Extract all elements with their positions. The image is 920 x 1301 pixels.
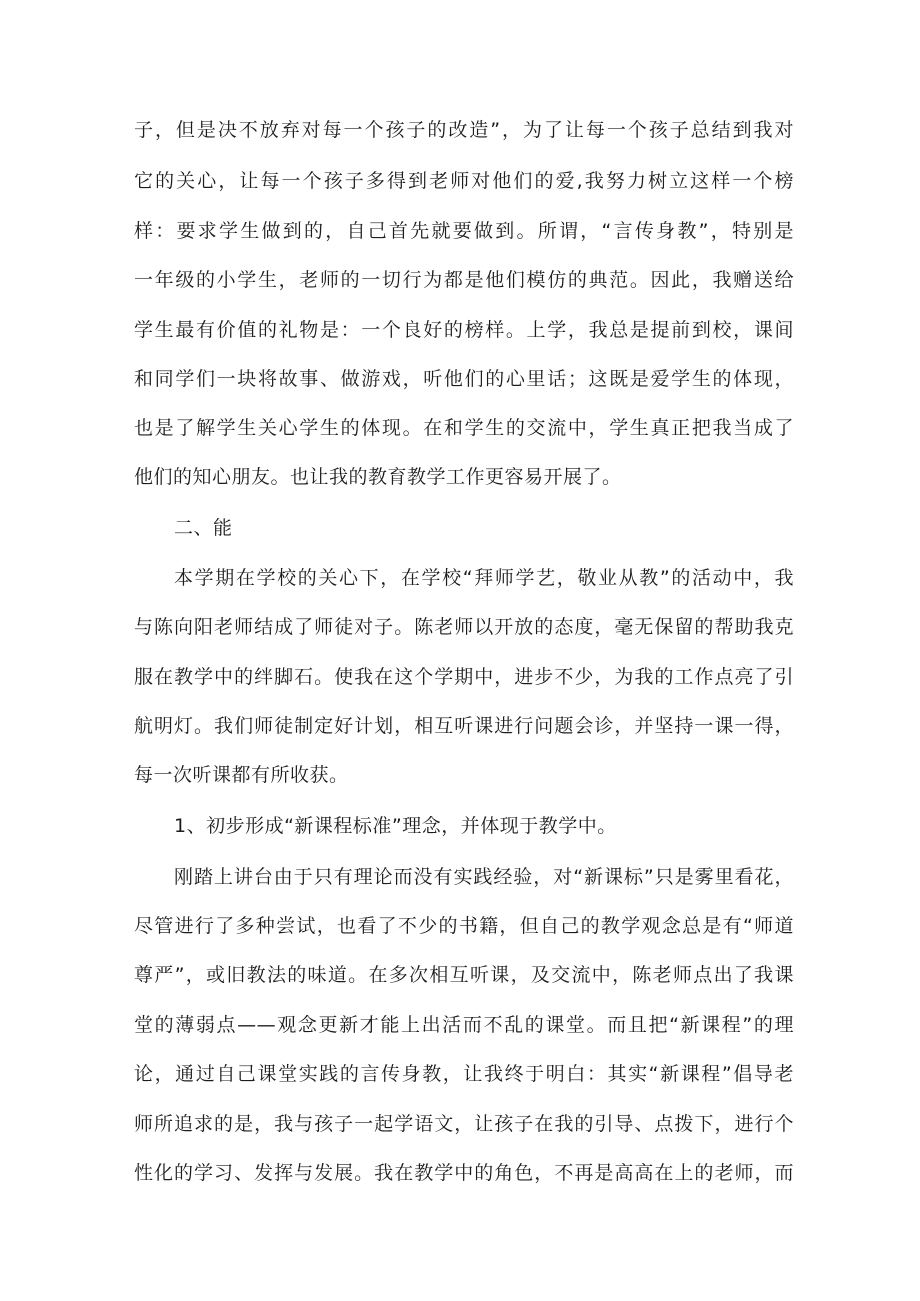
text-line: 与陈向阳老师结成了师徒对子。陈老师以开放的态度，毫无保留的帮助我克 [134, 616, 794, 638]
text-line: 刚踏上讲台由于只有理论而没有实践经验，对“新课标”只是雾里看花， [174, 866, 794, 888]
text-line: 样：要求学生做到的，自己首先就要做到。所谓，“言传身教”，特别是 [134, 220, 794, 242]
text-line: 也是了解学生关心学生的体现。在和学生的交流中，学生真正把我当成了 [134, 417, 794, 439]
text-line: 堂的薄弱点——观念更新才能上出活而不乱的课堂。而且把“新课程”的理 [134, 1014, 794, 1036]
text-line: 子，但是决不放弃对每一个孩子的改造”，为了让每一个孩子总结到我对 [134, 119, 794, 141]
text-line: 每一次听课都有所收获。 [134, 764, 349, 786]
text-line: 师所追求的是，我与孩子一起学语文，让孩子在我的引导、点拨下，进行个 [134, 1113, 794, 1135]
text-line: 尊严”，或旧教法的味道。在多次相互听课，及交流中，陈老师点出了我课 [134, 964, 794, 986]
text-line: 和同学们一块将故事、做游戏，听他们的心里话；这既是爱学生的体现， [134, 368, 794, 390]
text-line: 它的关心，让每一个孩子多得到老师对他们的爱,我努力树立这样一个榜 [134, 170, 794, 192]
text-line: 他们的知心朋友。也让我的教育教学工作更容易开展了。 [134, 466, 622, 488]
text-line: 一年级的小学生，老师的一切行为都是他们模仿的典范。因此，我赠送给 [134, 269, 794, 291]
text-line: 性化的学习、发挥与发展。我在教学中的角色，不再是高高在上的老师，而 [134, 1162, 794, 1184]
section-heading: 二、能 [174, 517, 233, 539]
text-line: 服在教学中的绊脚石。使我在这个学期中，进步不少，为我的工作点亮了引 [134, 666, 794, 688]
text-line: 学生最有价值的礼物是：一个良好的榜样。上学，我总是提前到校，课间 [134, 319, 794, 341]
text-line: 论，通过自己课堂实践的言传身教，让我终于明白：其实“新课程”倡导老 [134, 1063, 794, 1085]
subsection-heading: 1、初步形成“新课程标准”理念，并体现于教学中。 [174, 815, 617, 837]
text-line: 尽管进行了多种尝试，也看了不少的书籍，但自己的教学观念总是有“师道 [134, 915, 794, 937]
text-line: 航明灯。我们师徒制定好计划，相互听课进行问题会诊，并坚持一课一得， [134, 715, 794, 737]
text-line: 本学期在学校的关心下，在学校“拜师学艺，敬业从教”的活动中，我 [174, 567, 794, 589]
